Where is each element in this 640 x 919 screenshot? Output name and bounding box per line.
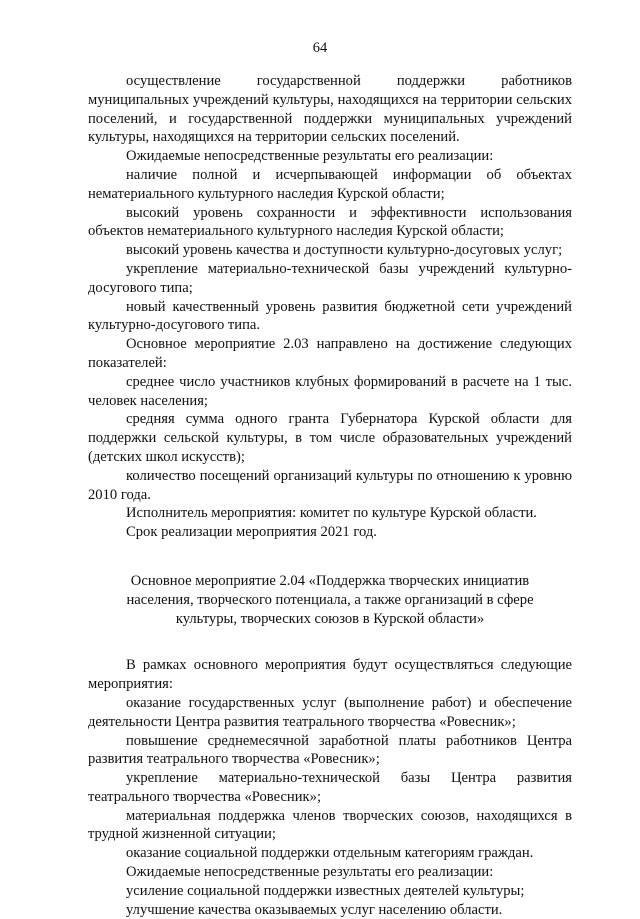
- section-heading: Основное мероприятие 2.04 «Поддержка творческих инициатив населения, творческого потенциала, а также организаций в сфере культуры, творческих союзов в Курской области»: [126, 572, 534, 627]
- paragraph: укрепление материально-технической базы Центра развития театрального творчества «Ровесник»;: [88, 770, 572, 805]
- paragraph: улучшение качества оказываемых услуг населению области.: [126, 901, 503, 918]
- paragraph: оказание социальной поддержки отдельным категориям граждан.: [126, 845, 534, 862]
- paragraph: оказание государственных услуг (выполнение работ) и обеспечение деятельности Центра развития театрального творчества «Ровесник»;: [88, 694, 572, 730]
- document-body: [88, 72, 572, 919]
- paragraph: материальная поддержка членов творческих союзов, находящихся в трудной жизненной ситуации;: [88, 807, 572, 843]
- paragraph: наличие полной и исчерпывающей информации об объектах нематериального культурного наследия Курской области;: [88, 166, 572, 202]
- paragraph: Ожидаемые непосредственные результаты его реализации:: [126, 864, 494, 881]
- paragraph: новый качественный уровень развития бюджетной сети учреждений культурно-досугового типа.: [88, 298, 572, 334]
- paragraph: В рамках основного мероприятия будут осуществляться следующие мероприятия:: [88, 657, 572, 693]
- paragraph: осуществление государственной поддержки работников муниципальных учреждений культуры, находящихся на территории сельских поселений, и государственной поддержки муниципальных учреждений культуры, находящихся на территории сельских поселений.: [88, 73, 572, 146]
- paragraph: высокий уровень сохранности и эффективности использования объектов нематериального культурного наследия Курской области;: [88, 204, 572, 240]
- page-number: 64: [312, 40, 328, 56]
- paragraph: усиление социальной поддержки известных деятелей культуры;: [126, 882, 525, 899]
- paragraph: Исполнитель мероприятия: комитет по культуре Курской области.: [126, 505, 537, 522]
- paragraph: укрепление материально-технической базы учреждений культурно-досугового типа;: [88, 260, 572, 296]
- paragraph: Ожидаемые непосредственные результаты его реализации:: [126, 148, 494, 165]
- paragraph: количество посещений организаций культуры по отношению к уровню 2010 года.: [88, 467, 572, 503]
- paragraph: повышение среднемесячной заработной платы работников Центра развития театрального творчества «Ровесник»;: [88, 732, 572, 768]
- paragraph: среднее число участников клубных формирований в расчете на 1 тыс. человек населения;: [88, 373, 572, 409]
- paragraph: Срок реализации мероприятия 2021 год.: [126, 524, 377, 541]
- paragraph: средняя сумма одного гранта Губернатора Курской области для поддержки сельской культуры, в том числе образовательных учреждений (детских школ искусств);: [88, 411, 572, 465]
- paragraph: высокий уровень качества и доступности культурно-досуговых услуг;: [126, 242, 563, 259]
- paragraph: Основное мероприятие 2.03 направлено на достижение следующих показателей:: [88, 336, 572, 371]
